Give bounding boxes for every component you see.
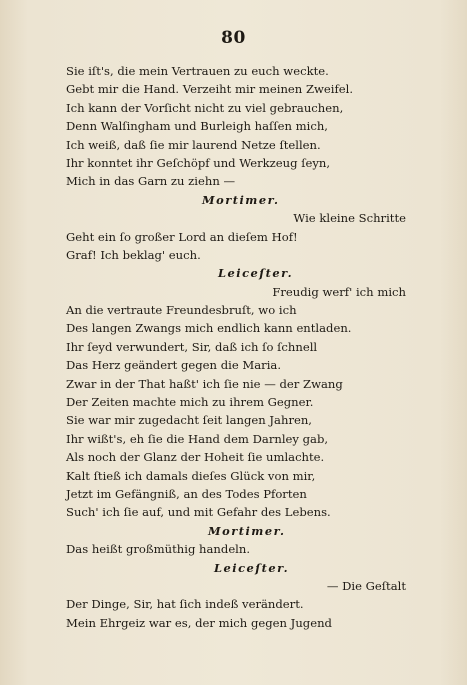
verse-line: Mich in das Garn zu ziehn — — [66, 174, 236, 189]
verse-line: Ihr konntet ihr Geſchöpf und Werkzeug ſeyn, — [66, 155, 331, 170]
speaker-name: Mortimer. — [208, 523, 286, 538]
verse-line: An die vertraute Freundesbruſt, wo ich — [66, 303, 297, 318]
verse-line: Graf! Ich beklag' euch. — [66, 247, 201, 262]
verse-line: Ihr wißt's, eh ſie die Hand dem Darnley gab, — [66, 431, 329, 446]
verse-line: Ich kann der Vorſicht nicht zu viel gebrauchen, — [66, 100, 344, 115]
verse-line: Sie war mir zugedacht ſeit langen Jahren, — [66, 413, 312, 428]
verse-line: Der Zeiten machte mich zu ihrem Gegner. — [66, 395, 314, 410]
verse-line: Des langen Zwangs mich endlich kann entladen. — [66, 321, 352, 336]
verse-line: Gebt mir die Hand. Verzeiht mir meinen Zweifel. — [66, 82, 354, 97]
verse-line: Mein Ehrgeiz war es, der mich gegen Jugend — [66, 615, 332, 630]
verse-line: Such' ich ſie auf, und mit Gefahr des Lebens. — [66, 505, 331, 520]
verse-line: Zwar in der That haßt' ich ſie nie — der Zwang — [66, 376, 343, 391]
verse-line: Kalt ſtieß ich damals dieſes Glück von mir, — [66, 468, 316, 483]
verse-line: Ich weiß, daß ſie mir laurend Netze ſtellen. — [66, 137, 321, 152]
page-number: 80 — [221, 28, 246, 48]
verse-line: Das heißt großmüthig handeln. — [66, 542, 251, 557]
play-text — [66, 62, 406, 632]
verse-line: Denn Walſingham und Burleigh haſſen mich, — [66, 119, 328, 134]
speaker-name: Leiceſter. — [218, 266, 294, 281]
verse-line: Geht ein ſo großer Lord an dieſem Hof! — [66, 229, 298, 244]
verse-line: — Die Geſtalt — [326, 578, 406, 593]
verse-line: Freudig werf' ich mich — [272, 284, 406, 299]
verse-line: Sie iſt's, die mein Vertrauen zu euch weckte. — [66, 64, 329, 78]
verse-line: Das Herz geändert gegen die Maria. — [66, 358, 282, 373]
verse-line: Jetzt im Gefängniß, an des Todes Pforten — [66, 486, 307, 501]
speaker-name: Mortimer. — [202, 192, 280, 207]
speaker-name: Leiceſter. — [214, 560, 290, 575]
verse-line: Als noch der Glanz der Hoheit ſie umlachte. — [66, 450, 325, 465]
verse-line: Der Dinge, Sir, hat ſich indeß verändert. — [66, 597, 304, 612]
verse-line: Ihr ſeyd verwundert, Sir, daß ich ſo ſchnell — [66, 339, 318, 354]
verse-line: Wie kleine Schritte — [293, 211, 406, 226]
